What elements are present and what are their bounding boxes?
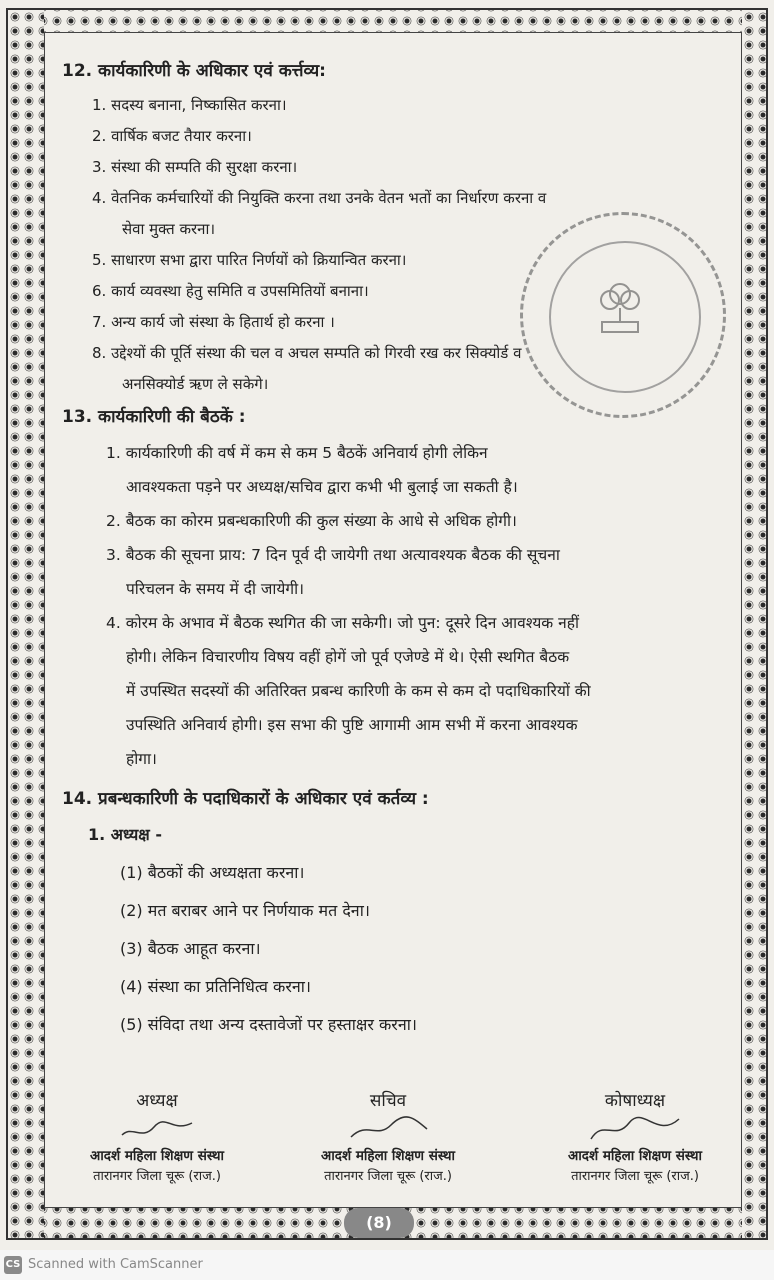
signature-title: कोषाध्यक्ष	[604, 1091, 666, 1111]
scanner-watermark-text: Scanned with CamScanner	[28, 1257, 203, 1272]
decorative-border-top	[8, 10, 766, 32]
signature-place: तारानगर जिला चूरू (राज.)	[93, 1169, 221, 1184]
signature-scribble	[112, 1111, 202, 1145]
decorative-border-left	[8, 10, 44, 1238]
signature-org: आदर्श महिला शिक्षण संस्था	[568, 1148, 702, 1164]
list-item-continued: अनसिक्योर्ड ऋण ले सकेगे।	[122, 375, 269, 393]
section-12-heading: 12. कार्यकारिणी के अधिकार एवं कर्त्तव्य:	[62, 61, 326, 81]
list-item: 6. कार्य व्यवस्था हेतु समिति व उपसमितियों बनाना।	[92, 282, 369, 300]
list-item: (3) बैठक आहूत करना।	[120, 939, 261, 958]
section-13-heading: 13. कार्यकारिणी की बैठकें :	[62, 407, 246, 427]
list-item-continued: होगा।	[126, 750, 157, 768]
list-item: (1) बैठकों की अध्यक्षता करना।	[120, 863, 305, 882]
list-item-continued: सेवा मुक्त करना।	[122, 220, 216, 238]
list-item: 3. बैठक की सूचना प्राय: 7 दिन पूर्व दी जायेगी तथा अत्यावश्यक बैठक की सूचना	[106, 546, 560, 564]
signature-title: अध्यक्ष	[136, 1091, 178, 1111]
list-item: (2) मत बराबर आने पर निर्णयाक मत देना।	[120, 901, 370, 920]
scanner-footer	[0, 1250, 774, 1280]
signature-org: आदर्श महिला शिक्षण संस्था	[321, 1148, 455, 1164]
signature-place: तारानगर जिला चूरू (राज.)	[571, 1169, 699, 1184]
page-number: (8)	[344, 1208, 414, 1238]
list-item: 1. कार्यकारिणी की वर्ष में कम से कम 5 बैठकें अनिवार्य होगी लेकिन	[106, 444, 488, 462]
signature-treasurer	[538, 1088, 732, 1187]
signature-secretary	[288, 1088, 488, 1187]
decorative-border-right	[742, 10, 766, 1238]
list-item-continued: आवश्यकता पड़ने पर अध्यक्ष/सचिव द्वारा कभी भी बुलाई जा सकती है।	[126, 478, 518, 496]
signature-scribble	[343, 1111, 433, 1145]
list-item: 1. सदस्य बनाना, निष्कासित करना।	[92, 96, 287, 114]
list-item: 7. अन्य कार्य जो संस्था के हितार्थ हो करना ।	[92, 313, 335, 331]
document-content	[62, 58, 732, 1044]
list-item-continued: में उपस्थित सदस्यों की अतिरिक्त प्रबन्ध कारिणी के कम से कम दो पदाधिकारियों की	[126, 682, 591, 700]
signature-place: तारानगर जिला चूरू (राज.)	[324, 1169, 452, 1184]
list-item: 2. बैठक का कोरम प्रबन्धकारिणी की कुल संख्या के आधे से अधिक होगी।	[106, 512, 517, 530]
list-item: 3. संस्था की सम्पति की सुरक्षा करना।	[92, 158, 298, 176]
list-item: 5. साधारण सभा द्वारा पारित निर्णयों को क्रियान्वित करना।	[92, 251, 407, 269]
list-item-continued: परिचलन के समय में दी जायेगी।	[126, 580, 305, 598]
signature-org: आदर्श महिला शिक्षण संस्था	[90, 1148, 224, 1164]
list-item: 2. वार्षिक बजट तैयार करना।	[92, 127, 252, 145]
signature-title: सचिव	[369, 1091, 407, 1111]
signature-block	[62, 1082, 732, 1202]
list-item: (4) संस्था का प्रतिनिधित्व करना।	[120, 977, 311, 996]
list-item-continued: उपस्थिति अनिवार्य होगी। इस सभा की पुष्टि आगामी आम सभी में करना आवश्यक	[126, 716, 578, 734]
subheading-president: 1. अध्यक्ष -	[88, 825, 162, 844]
signature-president	[62, 1088, 252, 1187]
list-item: 8. उद्देश्यों की पूर्ति संस्था की चल व अचल सम्पति को गिरवी रख कर सिक्योर्ड व	[92, 344, 522, 362]
section-14-heading: 14. प्रबन्धकारिणी के पदाधिकारों के अधिकार एवं कर्तव्य :	[62, 789, 429, 809]
list-item: (5) संविदा तथा अन्य दस्तावेजों पर हस्ताक्षर करना।	[120, 1015, 417, 1034]
list-item: 4. कोरम के अभाव में बैठक स्थगित की जा सकेगी। जो पुन: दूसरे दिन आवश्यक नहीं	[106, 614, 579, 632]
list-item: 4. वेतनिक कर्मचारियों की नियुक्ति करना तथा उनके वेतन भतों का निर्धारण करना व	[92, 189, 547, 207]
camscanner-logo-icon: CS	[4, 1256, 22, 1274]
list-item-continued: होगी। लेकिन विचारणीय विषय वहीं होगें जो पूर्व एजेण्डे में थे। ऐसी स्थगित बैठक	[126, 648, 570, 666]
signature-scribble	[585, 1111, 685, 1145]
